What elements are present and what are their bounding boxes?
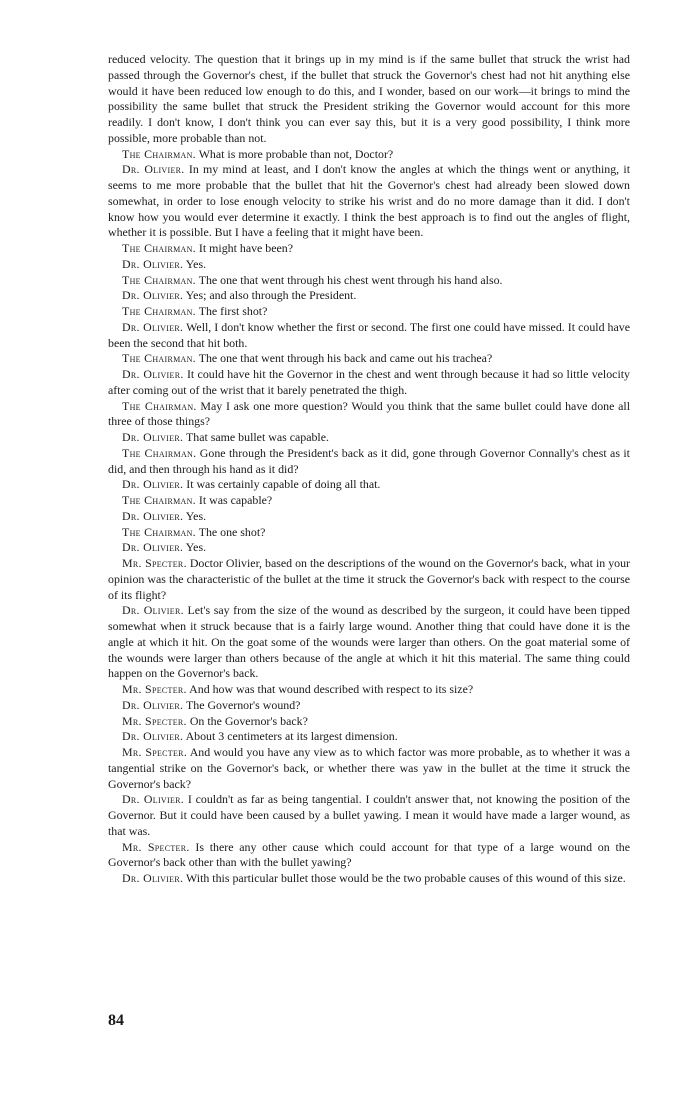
testimony-paragraph xyxy=(108,147,630,163)
testimony-paragraph xyxy=(108,477,630,493)
testimony-text: What is more probable than not, Doctor? xyxy=(198,146,394,161)
testimony-text: With this particular bullet those would be the two probable causes of this wound of this size. xyxy=(186,871,626,885)
testimony-paragraph xyxy=(108,430,630,446)
testimony-paragraph xyxy=(108,792,630,839)
testimony-text: It could have hit the Governor in the chest and went through because it had so little velocity after coming out of the wrist that it barely penetrated the thigh. xyxy=(108,367,630,397)
testimony-text: May I ask one more question? Would you think that the same bullet could have done all three of those things? xyxy=(108,398,630,429)
testimony-text: It might have been? xyxy=(198,241,294,255)
testimony-text: Let's say from the size of the wound as described by the surgeon, it could have been tipped somewhat when it struck because that is a fairly large wound. Another thing that could have done it is the angle at which it hit. On the goat some of the wounds were larger than others. On the goat material some of the wounds were larger than others because of the angle at which it hit this material. The same thing could happen on the Governor's back. xyxy=(108,603,630,681)
speaker-label: The Chairman. xyxy=(122,493,196,507)
testimony-paragraph xyxy=(108,162,630,241)
testimony-paragraph xyxy=(108,273,630,289)
speaker-label: Mr. Specter. xyxy=(122,839,190,854)
page-number: 84 xyxy=(108,1012,124,1029)
testimony-paragraph xyxy=(108,367,630,399)
testimony-paragraph xyxy=(108,52,630,147)
testimony-paragraph xyxy=(108,288,630,304)
testimony-paragraph xyxy=(108,698,630,714)
speaker-label: The Chairman. xyxy=(122,304,196,318)
testimony-text: It was certainly capable of doing all that. xyxy=(186,477,381,492)
testimony-paragraph xyxy=(108,241,630,257)
speaker-label: The Chairman. xyxy=(122,272,196,287)
speaker-label: Dr. Olivier. xyxy=(122,792,185,807)
testimony-text: The one that went through his chest went through his hand also. xyxy=(198,272,503,287)
speaker-label: The Chairman. xyxy=(122,524,196,539)
testimony-paragraph xyxy=(108,745,630,792)
testimony-text: Yes. xyxy=(185,540,207,555)
testimony-text: The one shot? xyxy=(198,524,266,539)
testimony-text: Doctor Olivier, based on the descriptions of the wound on the Governor's back, what in your opinion was the characteristic of the bullet at the time it struck the Governor's back with respect to the course of its flight? xyxy=(108,556,630,602)
testimony-text: The first shot? xyxy=(198,304,268,318)
testimony-paragraph xyxy=(108,729,630,745)
speaker-label: Mr. Specter. xyxy=(122,556,187,570)
speaker-label: Dr. Olivier. xyxy=(122,477,184,492)
speaker-label: Dr. Olivier. xyxy=(122,871,184,885)
testimony-paragraph xyxy=(108,556,630,603)
testimony-paragraph xyxy=(108,320,630,352)
speaker-label: The Chairman. xyxy=(122,445,197,460)
testimony-paragraph xyxy=(108,351,630,367)
speaker-label: The Chairman. xyxy=(122,398,197,413)
speaker-label: Dr. Olivier. xyxy=(122,319,184,334)
speaker-label: Mr. Specter. xyxy=(122,745,188,759)
testimony-text: Is there any other cause which could account for that type of a large wound on the Governor's back other than with the bullet yawing? xyxy=(108,839,630,870)
testimony-paragraph xyxy=(108,603,630,682)
testimony-paragraph xyxy=(108,840,630,872)
speaker-label: Dr. Olivier. xyxy=(122,697,184,712)
testimony-text: The one that went through his back and came out his trachea? xyxy=(198,351,493,366)
testimony-text: Yes. xyxy=(185,508,207,523)
testimony-text: And how was that wound described with respect to its size? xyxy=(189,682,474,696)
speaker-label: The Chairman. xyxy=(122,146,196,161)
speaker-label: Mr. Specter. xyxy=(122,713,187,728)
testimony-text: On the Governor's back? xyxy=(189,713,308,728)
testimony-text: Well, I don't know whether the first or second. The first one could have missed. It could have been the second that hit both. xyxy=(108,319,630,350)
speaker-label: Mr. Specter. xyxy=(122,682,187,696)
testimony-paragraph xyxy=(108,446,630,478)
testimony-text: And would you have any view as to which factor was more probable, as to whether it was a tangential strike on the Governor's back, or whether there was yaw in the bullet at the time it struck the Governor's back? xyxy=(108,745,630,791)
speaker-label: Dr. Olivier. xyxy=(122,288,184,303)
speaker-label: The Chairman. xyxy=(122,241,196,255)
transcript-body xyxy=(108,52,630,887)
speaker-label: The Chairman. xyxy=(122,351,196,366)
testimony-paragraph xyxy=(108,714,630,730)
testimony-text: In my mind at least, and I don't know the angles at which the things went or anything, it seems to me more probable that the bullet that hit the Governor's chest had already been slowed down somewhat, in order to lose enough velocity to strike his wrist and do no more damage than it did. I don't know how you would ever determine it exactly. I think the best approach is to find out the angles of flight, whether it is possible. But I have a feeling that it might have been. xyxy=(108,162,631,240)
testimony-paragraph xyxy=(108,509,630,525)
testimony-paragraph xyxy=(108,493,630,509)
testimony-text: reduced velocity. The question that it brings up in my mind is if the same bullet that struck the wrist had passed through the Governor's chest, if the bullet that struck the Governor's chest had not hit anything else would it have been reduced low enough to do this, and I wonder, based on our work—it brings to mind the possibility the same bullet that struck the President striking the Governor would account for this more readily. I don't know, I don't think you can ever say this, but it is a very good possibility, I think more possible, more probable than not. xyxy=(108,52,630,145)
testimony-paragraph xyxy=(108,525,630,541)
testimony-text: About 3 centimeters at its largest dimension. xyxy=(185,729,398,744)
testimony-paragraph xyxy=(108,682,630,698)
testimony-paragraph xyxy=(108,540,630,556)
testimony-paragraph xyxy=(108,304,630,320)
testimony-text: It was capable? xyxy=(198,493,273,507)
speaker-label: Dr. Olivier. xyxy=(122,729,184,744)
testimony-text: The Governor's wound? xyxy=(186,697,301,712)
testimony-text: I couldn't as far as being tangential. I couldn't answer that, not knowing the position of the Governor. But it could have been caused by a bullet yawing. I mean it would have made a larger wound, as that was. xyxy=(108,792,630,838)
testimony-text: Yes. xyxy=(185,256,207,271)
testimony-text: Gone through the President's back as it did, gone through Governor Connally's chest as it did, and then through his hand as it did? xyxy=(108,445,630,476)
speaker-label: Dr. Olivier. xyxy=(122,256,184,271)
speaker-label: Dr. Olivier. xyxy=(122,162,185,177)
speaker-label: Dr. Olivier. xyxy=(122,367,184,381)
speaker-label: Dr. Olivier. xyxy=(122,430,184,444)
testimony-paragraph xyxy=(108,871,630,887)
testimony-text: That same bullet was capable. xyxy=(186,430,329,444)
testimony-paragraph xyxy=(108,399,630,431)
testimony-paragraph xyxy=(108,257,630,273)
speaker-label: Dr. Olivier. xyxy=(122,540,184,555)
speaker-label: Dr. Olivier. xyxy=(122,508,184,523)
testimony-text: Yes; and also through the President. xyxy=(185,288,357,303)
speaker-label: Dr. Olivier. xyxy=(122,603,184,618)
